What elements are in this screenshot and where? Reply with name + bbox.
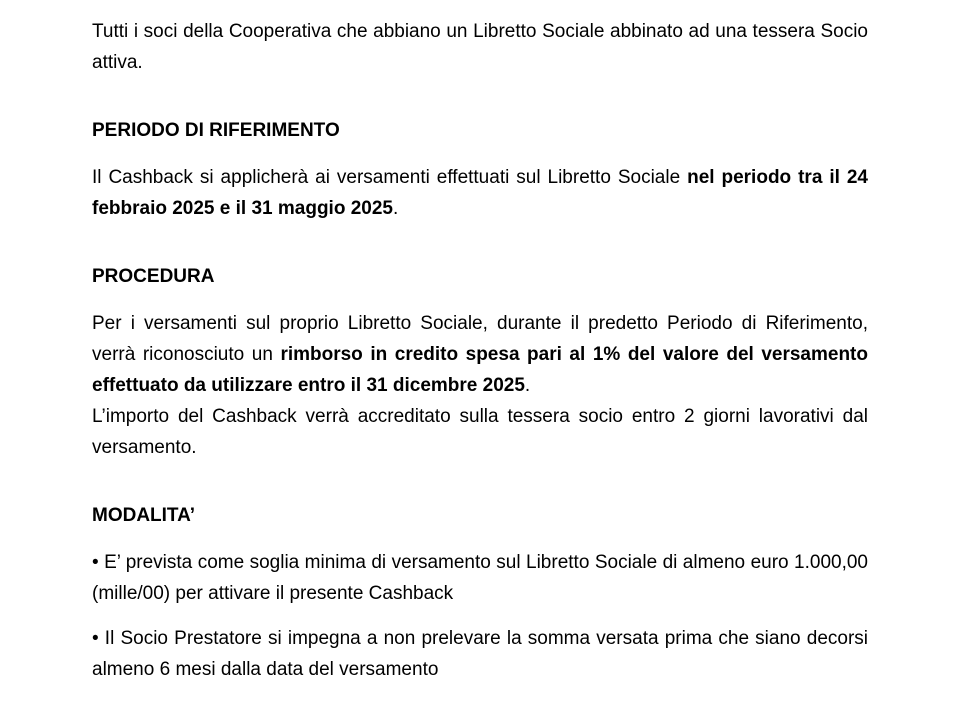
procedura-bold-text: rimborso in credito spesa pari al 1% del valore del versamento effettuato da utilizzare entro il 31 dicembre 2025 xyxy=(92,344,868,396)
bullet-item: • E’ prevista come soglia minima di versamento sul Libretto Sociale di almeno euro 1.000,00 (mille/00) per attivare il presente Cashback xyxy=(92,552,868,604)
bullet-item: • Il Socio Prestatore si impegna a non prelevare la somma versata prima che siano decorsi almeno 6 mesi dalla data del versamento xyxy=(92,628,868,680)
periodo-text-end: . xyxy=(392,198,399,219)
procedura-text-end: . xyxy=(524,375,531,396)
periodo-heading: PERIODO DI RIFERIMENTO xyxy=(92,120,340,141)
document-body xyxy=(92,16,868,685)
periodo-bold-text: nel periodo tra il 24 febbraio 2025 e il 31 maggio 2025 xyxy=(92,167,868,219)
procedura-heading: PROCEDURA xyxy=(92,266,215,287)
modalita-heading: MODALITA’ xyxy=(92,505,196,526)
procedura-text: Per i versamenti sul proprio Libretto Sociale, durante il predetto Periodo di Riferimento, verrà riconosciuto un xyxy=(92,313,868,365)
procedura-paragraph xyxy=(92,308,868,401)
intro-paragraph: Tutti i soci della Cooperativa che abbiano un Libretto Sociale abbinato ad una tessera Socio attiva. xyxy=(92,21,868,73)
periodo-paragraph xyxy=(92,162,868,224)
cashback-paragraph: L’importo del Cashback verrà accreditato sulla tessera socio entro 2 giorni lavorativi dal versamento. xyxy=(92,406,868,458)
periodo-text: Il Cashback si applicherà ai versamenti effettuati sul Libretto Sociale xyxy=(92,167,688,188)
